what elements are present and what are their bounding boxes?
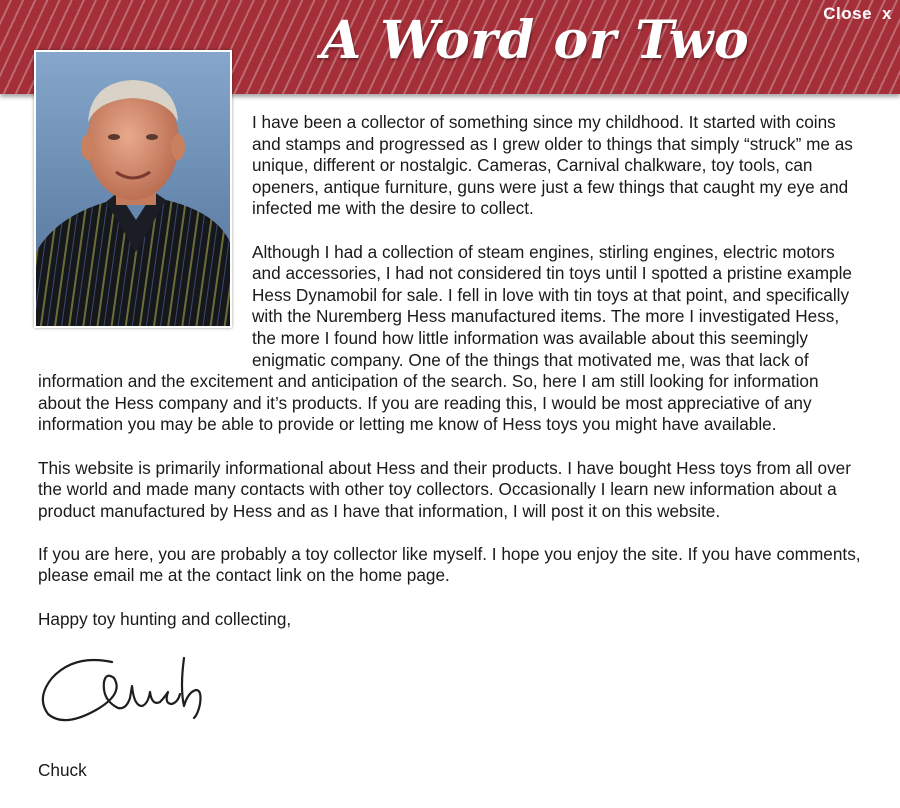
page-title: A Word or Two: [320, 10, 750, 71]
paragraph-3: This website is primarily informational about Hess and their products. I have bought Hess toys from all over the world and made many contacts with other toy collectors. Occasionally I learn new information about a product manufactured by Hess and as I have that information, I will post it on this website.: [38, 457, 851, 521]
signature-icon: [34, 648, 214, 728]
letter-body: [38, 112, 866, 652]
close-icon: x: [882, 4, 892, 23]
paragraph-4: If you are here, you are probably a toy collector like myself. I hope you enjoy the site. If you have comments, please email me at the contact link on the home page.: [38, 543, 861, 586]
author-name: Chuck: [38, 760, 87, 780]
signature-image: [34, 648, 214, 733]
photo-spacer: [38, 112, 252, 354]
close-button[interactable]: [823, 4, 892, 24]
close-label: Close: [823, 4, 873, 23]
paragraph-2: Although I had a collection of steam engines, stirling engines, electric motors and accessories, I had not considered tin toys until I spotted a pristine example Hess Dynamobil for sale. I fell in love with tin toys at that point, and specifically with the Nuremberg Hess manufactured items. The more I investigated Hess, the more I found how little information was available about this seemingly enigmatic company. One of the things that motivated me, was that lack of information and the excitement and anticipation of the search. So, here I am still looking for information about the Hess company and it’s products. If you are reading this, I would be most appreciative of any information you may be able to provide or letting me know of Hess toys you might have available.: [38, 241, 852, 435]
paragraph-5: Happy toy hunting and collecting,: [38, 608, 292, 629]
paragraph-1: I have been a collector of something since my childhood. It started with coins and stamps and progressed as I grew older to things that simply “struck” me as unique, different or nostalgic. Cameras, Carnival chalkware, toy tools, can openers, antique furniture, guns were just a few things that caught my eye and infected me with the desire to collect.: [252, 112, 853, 219]
